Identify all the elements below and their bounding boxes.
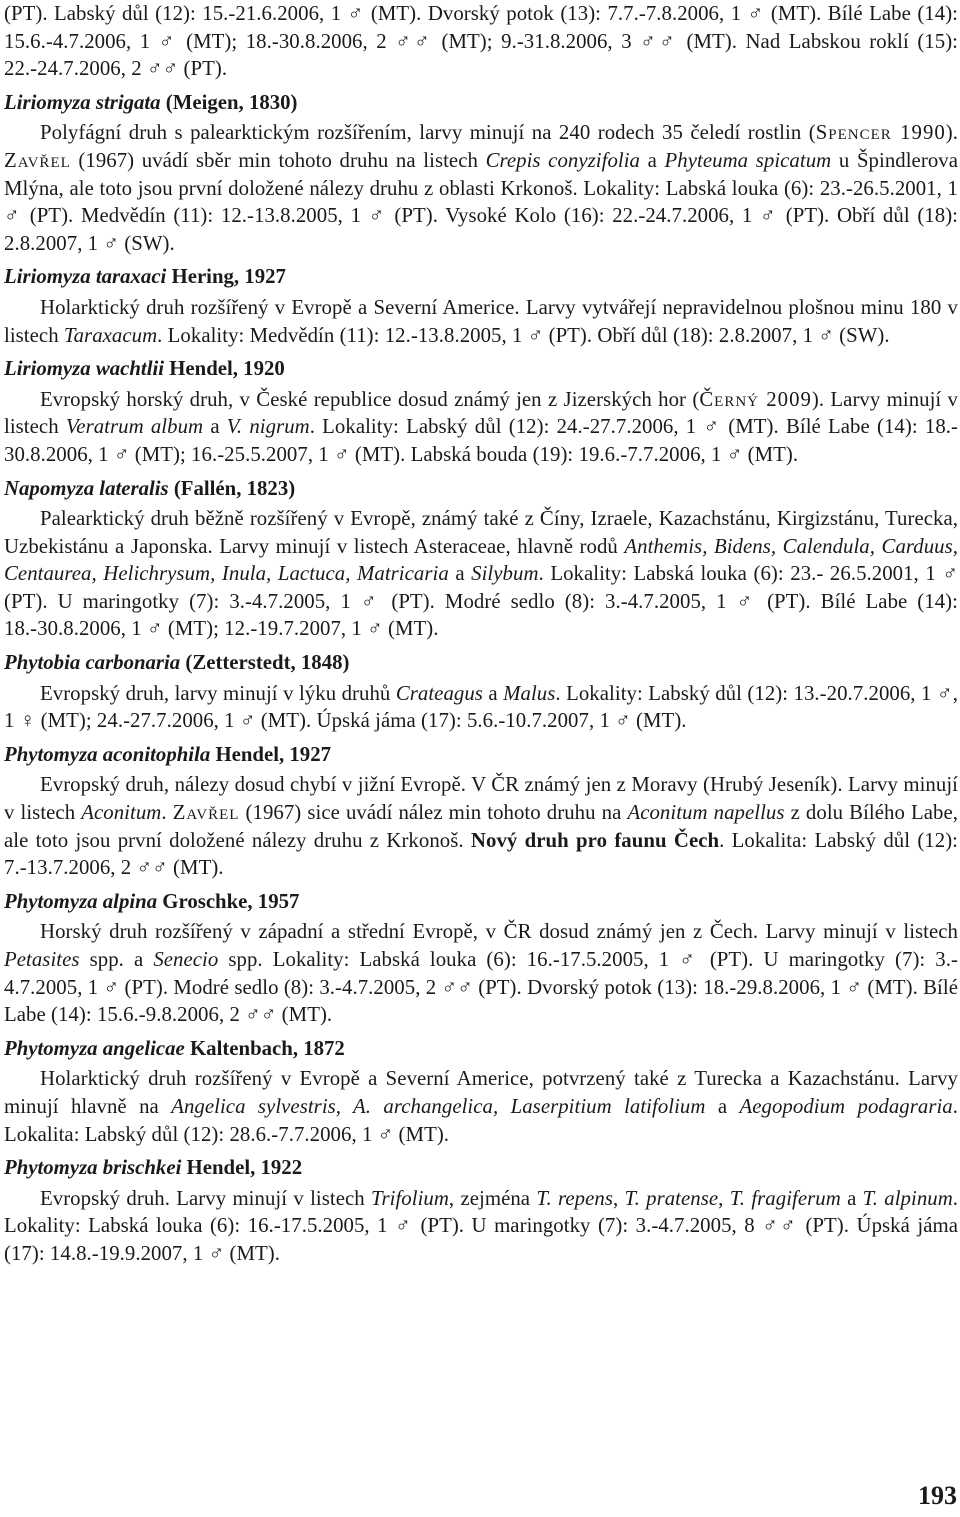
species-description: Evropský druh, larvy minují v lýku druhů Crateagus a Malus. Lokality: Labský důl (12): 13.-20.7.2006, 1 ♂, 1 ♀ (MT); 24.-27.7.2006, 1 ♂ (MT). Úpská jáma (17): 5.6.-10.7.2007, 1 ♂ (MT).	[4, 681, 958, 733]
species-heading	[4, 649, 958, 677]
species-name: Phytobia carbonaria	[4, 651, 181, 675]
species-author: Kaltenbach, 1872	[190, 1036, 345, 1060]
species-author: Hendel, 1927	[215, 742, 331, 766]
species-author: Groschke, 1957	[162, 889, 300, 913]
species-name: Phytomyza brischkei	[4, 1156, 182, 1180]
species-heading	[4, 888, 958, 916]
species-author: (Zetterstedt, 1848)	[185, 651, 350, 675]
species-name: Phytomyza alpina	[4, 889, 158, 913]
citation: Zavřel	[4, 148, 71, 172]
text-column	[4, 0, 958, 1268]
species-author: Hendel, 1922	[186, 1156, 303, 1180]
species-heading	[4, 741, 958, 769]
new-species-note: Nový druh pro faunu Čech	[470, 828, 720, 852]
species-description: Evropský horský druh, v České republice dosud známý jen z Jizerských hor (Černý 2009). Larvy minují v listech Veratrum album a V. nigrum. Lokality: Labský důl (12): 24.-27.7.2006, 1 ♂ (MT). Bílé Labe (14): 18.- 30.8.2006, 1 ♂ (MT); 16.-25.5.2007, 1 ♂ (MT). Labská bouda (19): 19.6.-7.7.2006, 1 ♂ (MT).	[4, 387, 959, 466]
species-heading	[4, 263, 958, 291]
species-author: Hendel, 1920	[169, 357, 285, 381]
species-heading	[4, 475, 958, 503]
species-name: Phytomyza angelicae	[4, 1036, 185, 1060]
species-description: Horský druh rozšířený v západní a střední Evropě, v ČR dosud známý jen z Čech. Larvy minují v listech Petasites spp. a Senecio spp. Lokality: Labská louka (6): 16.-17.5.2005, 1 ♂ (PT). U maringotky (7): 3.- 4.7.2005, 1 ♂ (PT). Modré sedlo (8): 3.-4.7.2005, 2 ♂♂ (PT). Dvorský potok (13): 18.-29.8.2006, 1 ♂ (MT). Bílé Labe (14): 15.6.-9.8.2006, 2 ♂♂ (MT).	[4, 920, 958, 1027]
species-description: Holarktický druh rozšířený v Evropě a Severní Americe. Larvy vytvářejí nepravidelnou plošnou minu 180 v listech Taraxacum. Lokality: Medvědín (11): 12.-13.8.2005, 1 ♂ (PT). Obří důl (18): 2.8.2007, 1 ♂ (SW).	[4, 295, 958, 347]
species-author: (Meigen, 1830)	[165, 90, 298, 114]
species-heading	[4, 1035, 958, 1063]
intro-paragraph: (PT). Labský důl (12): 15.-21.6.2006, 1 ♂ (MT). Dvorský potok (13): 7.7.-7.8.2006, 1 ♂ (MT). Bílé Labe (14): 15.6.-4.7.2006, 1 ♂ (MT); 18.-30.8.2006, 2 ♂♂ (MT); 9.-31.8.2006, 3 ♂♂ (MT). Nad Labskou roklí (15): 22.-24.7.2006, 2 ♂♂ (PT).	[4, 2, 958, 81]
species-heading	[4, 1154, 958, 1182]
species-description: Evropský druh, nálezy dosud chybí v jižní Evropě. V ČR známý jen z Moravy (Hrubý Jeseník). Larvy minují v listech Aconitum. Zavřel (1967) sice uvádí nález min tohoto druhu na Aconitum napellus z dolu Bílého Labe, ale toto jsou první doložené nálezy druhu z Krkonoš. Nový druh pro faunu Čech. Lokalita: Labský důl (12): 7.-13.7.2006, 2 ♂♂ (MT).	[4, 773, 959, 880]
species-name: Liriomyza strigata	[4, 90, 161, 114]
species-name: Phytomyza aconitophila	[4, 742, 211, 766]
species-description: Palearktický druh běžně rozšířený v Evropě, známý také z Číny, Izraele, Kazachstánu, Kirgizstánu, Turecka, Uzbekistánu a Japonska. Larvy minují v listech Asteraceae, hlavně rodů Anthemis, Bidens, Calendula, Carduus, Centaurea, Helichrysum, Inula, Lactuca, Matricaria a Silybum. Lokality: Labská louka (6): 23.- 26.5.2001, 1 ♂ (PT). U maringotky (7): 3.-4.7.2005, 1 ♂ (PT). Modré sedlo (8): 3.-4.7.2005, 1 ♂ (PT). Bílé Labe (14): 18.-30.8.2006, 1 ♂ (MT); 12.-19.7.2007, 1 ♂ (MT).	[4, 507, 959, 641]
species-name: Liriomyza wachtlii	[4, 357, 165, 381]
page-number: 193	[918, 1481, 957, 1510]
species-name: Liriomyza taraxaci	[4, 265, 167, 289]
species-name: Napomyza lateralis	[4, 476, 169, 500]
citation: Černý 2009	[699, 387, 812, 411]
species-description: Holarktický druh rozšířený v Evropě a Severní Americe, potvrzený také z Turecka a Kazachstánu. Larvy minují hlavně na Angelica sylvestris, A. archangelica, Laserpitium latifolium a Aegopodium podagraria. Lokalita: Labský důl (12): 28.6.-7.7.2006, 1 ♂ (MT).	[4, 1067, 959, 1146]
species-author: Hering, 1927	[171, 265, 286, 289]
citation: Spencer 1990	[815, 121, 946, 145]
species-heading	[4, 355, 958, 383]
citation: Zavřel	[172, 801, 240, 825]
species-description: Polyfágní druh s palearktickým rozšířením, larvy minují na 240 rodech 35 čeledí rostlin (Spencer 1990). Zavřel (1967) uvádí sběr min tohoto druhu na listech Crepis conyzifolia a Phyteuma spicatum u Špindlerova Mlýna, ale toto jsou první doložené nálezy druhu z oblasti Krkonoš. Lokality: Labská louka (6): 23.-26.5.2001, 1 ♂ (PT). Medvědín (11): 12.-13.8.2005, 1 ♂ (PT). Vysoké Kolo (16): 22.-24.7.2006, 1 ♂ (PT). Obří důl (18): 2.8.2007, 1 ♂ (SW).	[4, 121, 958, 255]
species-heading	[4, 89, 958, 117]
species-author: (Fallén, 1823)	[173, 476, 296, 500]
species-description: Evropský druh. Larvy minují v listech Trifolium, zejména T. repens, T. pratense, T. fragiferum a T. alpinum. Lokality: Labská louka (6): 16.-17.5.2005, 1 ♂ (PT). U maringotky (7): 3.-4.7.2005, 8 ♂♂ (PT). Úpská jáma (17): 14.8.-19.9.2007, 1 ♂ (MT).	[4, 1186, 959, 1265]
